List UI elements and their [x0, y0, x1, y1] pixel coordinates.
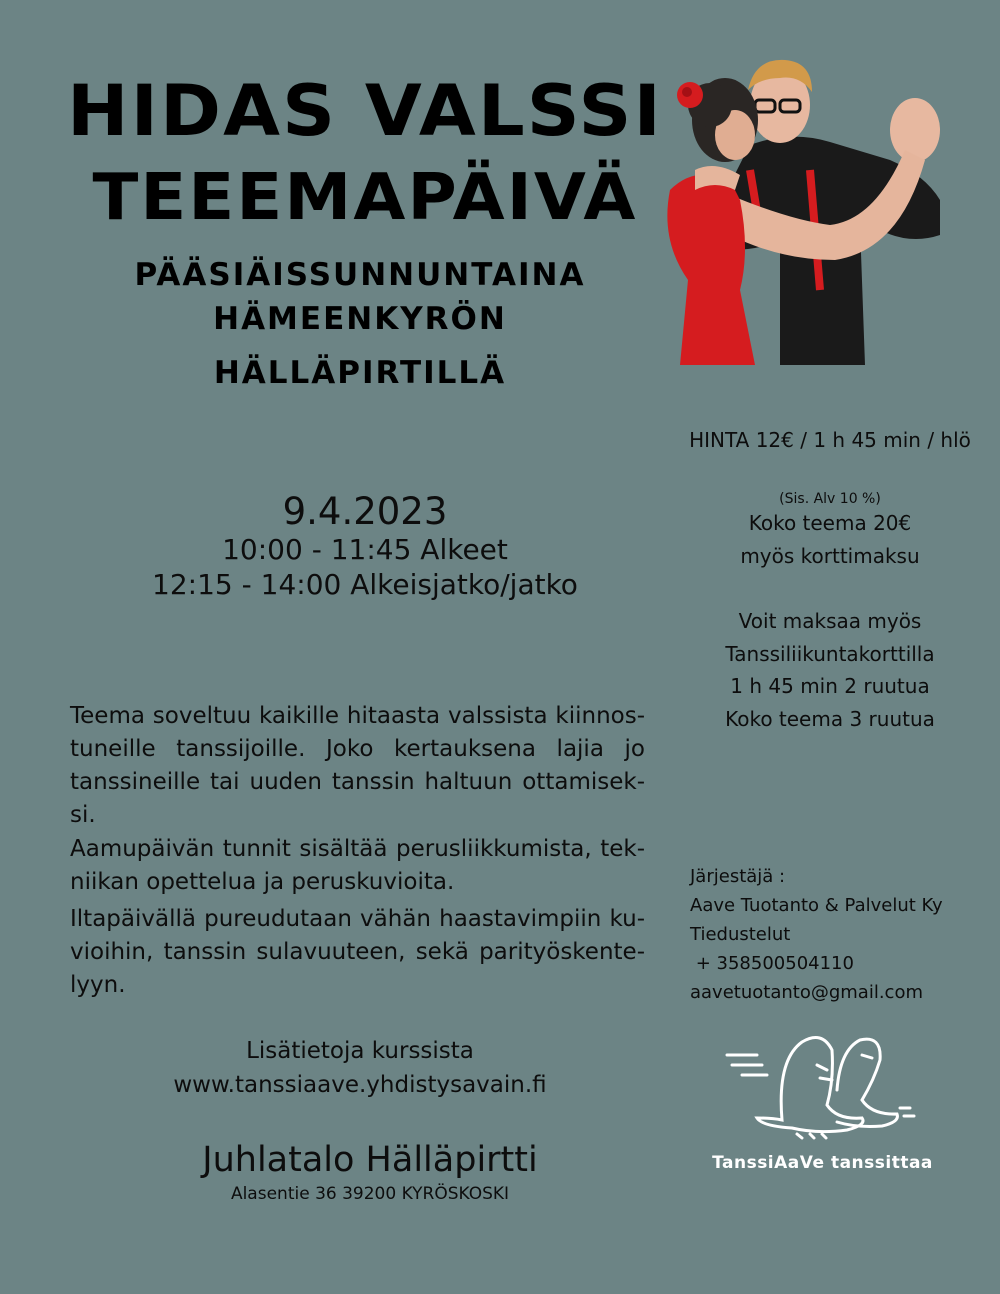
session-1-time: 10:00 - 11:45 Alkeet [222, 533, 508, 566]
payment-card-line-2: Tanssiliikuntakorttilla [725, 642, 935, 666]
organizer-inquiries: Tiedustelut [690, 924, 791, 945]
price-full-theme: Koko teema 20€ [748, 511, 912, 535]
description-paragraph-1: Teema soveltuu kaikille hitaasta valssista kiinnos-tuneille tanssijoille. Joko kertauksena lajia jo tanssineille tai uuden tanssin haltuun ottamisek-si. [70, 703, 645, 828]
organizer-email[interactable]: aavetuotanto@gmail.com [690, 982, 923, 1003]
payment-card-line-3: 1 h 45 min 2 ruutua [730, 674, 930, 698]
subtitle-line-3: HÄLLÄPIRTILLÄ [213, 355, 507, 391]
price-card-payment: myös korttimaksu [740, 544, 920, 568]
price-vat: (Sis. Alv 10 %) [779, 491, 881, 507]
description-paragraph-2: Aamupäivän tunnit sisältää perusliikkumista, tek-niikan opettelua ja peruskuvioita. [70, 836, 645, 895]
price-main: HINTA 12€ / 1 h 45 min / hlö [689, 428, 971, 452]
venue-name: Juhlatalo Hälläpirtti [202, 1140, 538, 1180]
event-date: 9.4.2023 [282, 490, 448, 533]
description-paragraph-3: Iltapäivällä pureudutaan vähän haastavimpiin ku-vioihin, tanssin sulavuuteen, sekä parityöskente-lyyn. [70, 906, 645, 998]
payment-card-line-1: Voit maksaa myös [738, 609, 922, 633]
logo-text: TanssiAaVe tanssittaa [712, 1153, 933, 1173]
dancing-couple-photo [640, 50, 955, 370]
organizer-name: Aave Tuotanto & Palvelut Ky [690, 895, 943, 916]
session-2-time: 12:15 - 14:00 Alkeisjatko/jatko [152, 568, 578, 601]
organizer-label: Järjestäjä : [690, 866, 786, 887]
payment-card-line-4: Koko teema 3 ruutua [725, 707, 935, 731]
venue-address: Alasentie 36 39200 KYRÖSKOSKI [230, 1184, 510, 1204]
organizer-phone[interactable]: + 358500504110 [690, 953, 854, 974]
title-line-2: TEEEMAPÄIVÄ [92, 161, 638, 235]
more-info-label: Lisätietoja kurssista [246, 1038, 474, 1064]
title-line-1: HIDAS VALSSI [66, 70, 664, 152]
more-info-url[interactable]: www.tanssiaave.yhdistysavain.fi [173, 1072, 547, 1098]
subtitle-line-2: HÄMEENKYRÖN [213, 301, 507, 337]
ghost-logo-icon [722, 1030, 922, 1142]
subtitle-line-1: PÄÄSIÄISSUNNUNTAINA [134, 257, 586, 293]
